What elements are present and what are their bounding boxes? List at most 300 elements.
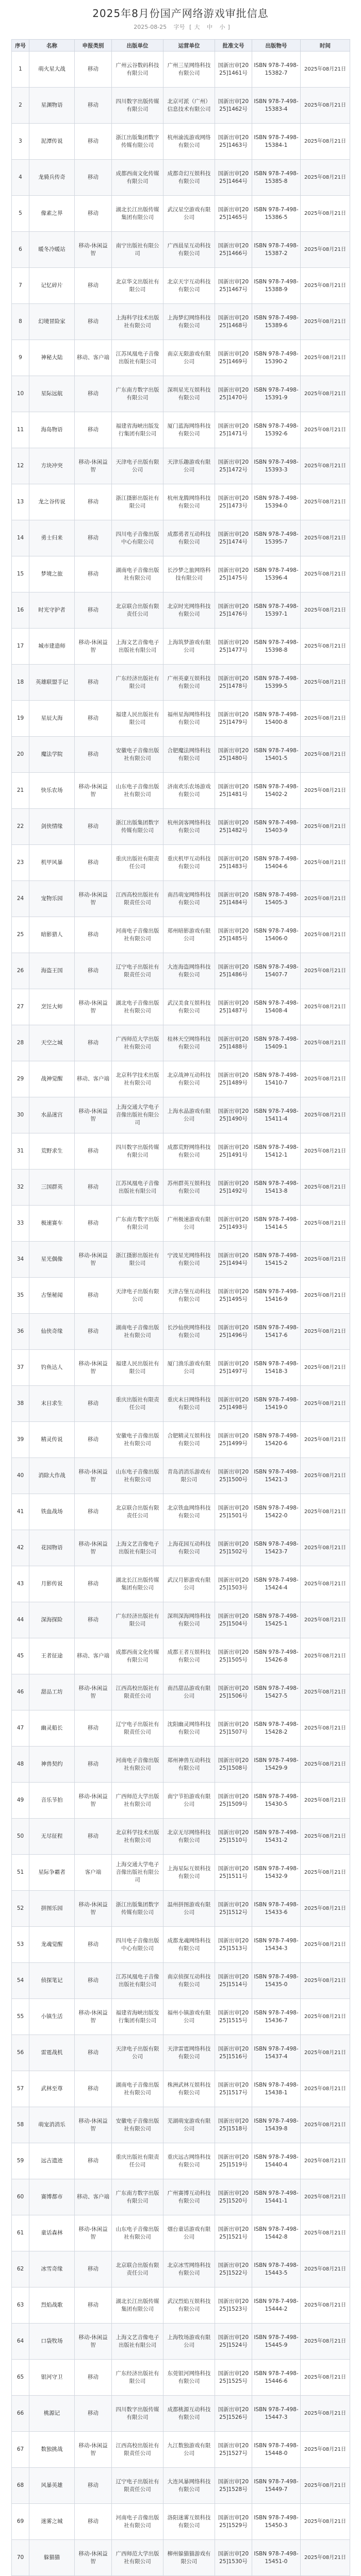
- row-index: 37: [12, 1350, 29, 1386]
- approval-number: 国新出审[2025]1505号: [215, 1638, 252, 1674]
- approval-date: 2025年08月21日: [301, 2432, 350, 2468]
- publisher: 河南电子音像出版社有限公司: [112, 917, 163, 953]
- approval-date: 2025年08月21日: [301, 1025, 350, 1061]
- isbn: ISBN 978-7-498-15420-6: [252, 1422, 301, 1458]
- isbn: ISBN 978-7-498-15410-7: [252, 1061, 301, 1097]
- row-index: 50: [12, 1819, 29, 1855]
- row-index: 11: [12, 412, 29, 448]
- isbn: ISBN 978-7-498-15439-8: [252, 2107, 301, 2143]
- operator: 沈阳幽灵网络科技有限公司: [163, 1710, 215, 1747]
- approval-date: 2025年08月21日: [301, 520, 350, 556]
- row-index: 65: [12, 2360, 29, 2396]
- text-size-large-button[interactable]: 大: [194, 24, 200, 30]
- isbn: ISBN 978-7-498-15406-0: [252, 917, 301, 953]
- approval-date: 2025年08月21日: [301, 484, 350, 520]
- category: 移动: [75, 2035, 112, 2071]
- game-name: 甜品工坊: [29, 1674, 75, 1710]
- row-index: 22: [12, 809, 29, 845]
- approval-number: 国新出审[2025]1463号: [215, 124, 252, 160]
- game-name: 花园物语: [29, 1530, 75, 1566]
- table-row: [12, 1133, 350, 1170]
- table-row: [12, 52, 350, 88]
- table-row: [12, 448, 350, 484]
- isbn: ISBN 978-7-498-15428-2: [252, 1710, 301, 1747]
- game-name: 快乐农场: [29, 773, 75, 809]
- table-row: [12, 412, 350, 448]
- operator: 武汉星空游戏有限公司: [163, 196, 215, 232]
- operator: 广州赛博互动科技有限公司: [163, 2179, 215, 2215]
- approval-date: 2025年08月21日: [301, 1458, 350, 1494]
- row-index: 67: [12, 2432, 29, 2468]
- publisher: 河南电子音像出版社有限公司: [112, 1747, 163, 1783]
- row-index: 14: [12, 520, 29, 556]
- game-name: 龙之谷传说: [29, 484, 75, 520]
- table-row: [12, 556, 350, 592]
- isbn: ISBN 978-7-498-15451-0: [252, 2540, 301, 2576]
- operator: 重庆机甲互动科技有限公司: [163, 845, 215, 881]
- table-row: [12, 1458, 350, 1494]
- publisher: 天津电子出版有限公司: [112, 1278, 163, 1314]
- approval-number: 国新出审[2025]1524号: [215, 2324, 252, 2360]
- publish-date: 2025-08-25: [134, 24, 167, 30]
- approval-number: 国新出审[2025]1519号: [215, 2143, 252, 2179]
- category: 移动: [75, 2287, 112, 2324]
- category: 移动-休闲益智: [75, 1783, 112, 1819]
- row-index: 5: [12, 196, 29, 232]
- approval-number: 国新出审[2025]1530号: [215, 2540, 252, 2576]
- approval-date: 2025年08月21日: [301, 1061, 350, 1097]
- approval-date: 2025年08月21日: [301, 556, 350, 592]
- row-index: 29: [12, 1061, 29, 1097]
- approval-number: 国新出审[2025]1485号: [215, 917, 252, 953]
- isbn: ISBN 978-7-498-15407-7: [252, 953, 301, 989]
- publisher: 湖北长江出版传媒集团有限公司: [112, 196, 163, 232]
- category: 移动: [75, 88, 112, 124]
- approval-number: 国新出审[2025]1488号: [215, 1025, 252, 1061]
- operator: 福州小镇游戏有限公司: [163, 1999, 215, 2035]
- approval-number: 国新出审[2025]1464号: [215, 160, 252, 196]
- table-row: [12, 845, 350, 881]
- operator: 天津乐趣游戏有限公司: [163, 448, 215, 484]
- approval-date: 2025年08月21日: [301, 881, 350, 917]
- row-index: 38: [12, 1386, 29, 1422]
- isbn: ISBN 978-7-498-15401-5: [252, 737, 301, 773]
- approval-date: 2025年08月21日: [301, 2143, 350, 2179]
- row-index: 23: [12, 845, 29, 881]
- isbn: ISBN 978-7-498-15437-4: [252, 2035, 301, 2071]
- operator: 上海牧场游戏有限公司: [163, 2324, 215, 2360]
- operator: 杭州龙腾网络科技有限公司: [163, 484, 215, 520]
- approval-number: 国新出审[2025]1507号: [215, 1710, 252, 1747]
- approval-date: 2025年08月21日: [301, 1602, 350, 1638]
- operator: 厦门蓝海网络科技有限公司: [163, 412, 215, 448]
- game-name: 无尽征程: [29, 1819, 75, 1855]
- approval-number: 国新出审[2025]1493号: [215, 1206, 252, 1242]
- table-row: [12, 1710, 350, 1747]
- row-index: 45: [12, 1638, 29, 1674]
- publisher: 湖南电子音像出版社有限公司: [112, 1314, 163, 1350]
- table-row: [12, 1819, 350, 1855]
- approval-date: 2025年08月21日: [301, 196, 350, 232]
- row-index: 26: [12, 953, 29, 989]
- approval-number: 国新出审[2025]1479号: [215, 701, 252, 737]
- operator: 南昌萌宠网络科技有限公司: [163, 881, 215, 917]
- text-size-medium-button[interactable]: 中: [206, 24, 212, 30]
- row-index: 64: [12, 2324, 29, 2360]
- operator: 成都勇者互动科技有限公司: [163, 520, 215, 556]
- category: 移动-休闲益智: [75, 2215, 112, 2251]
- publisher: 北京科学技术出版社有限公司: [112, 1061, 163, 1097]
- operator: 厦门渔乐游戏有限公司: [163, 1350, 215, 1386]
- operator: 北京铁血网络科技有限公司: [163, 1494, 215, 1530]
- table-row: [12, 1602, 350, 1638]
- publisher: 北京联合出版有限责任公司: [112, 1494, 163, 1530]
- isbn: ISBN 978-7-498-15402-2: [252, 773, 301, 809]
- approval-number: 国新出审[2025]1481号: [215, 773, 252, 809]
- table-row: [12, 2468, 350, 2504]
- game-name: 烈焰战歌: [29, 2287, 75, 2324]
- game-name: 魔法学院: [29, 737, 75, 773]
- approval-date: 2025年08月21日: [301, 2251, 350, 2287]
- text-size-small-button[interactable]: 小: [219, 24, 225, 30]
- approval-date: 2025年08月21日: [301, 1674, 350, 1710]
- operator: 广州极速游戏有限公司: [163, 1206, 215, 1242]
- approval-date: 2025年08月21日: [301, 2360, 350, 2396]
- isbn: ISBN 978-7-498-15443-5: [252, 2251, 301, 2287]
- category: 移动: [75, 304, 112, 340]
- operator: 郑州暗影游戏有限公司: [163, 917, 215, 953]
- approval-date: 2025年08月21日: [301, 2468, 350, 2504]
- approval-number: 国新出审[2025]1518号: [215, 2107, 252, 2143]
- operator: 青岛消消乐游戏有限公司: [163, 1458, 215, 1494]
- operator: 北京天宇互动科技有限公司: [163, 268, 215, 304]
- game-name: 海岛物语: [29, 412, 75, 448]
- category: 移动-休闲益智: [75, 1350, 112, 1386]
- table-row: [12, 196, 350, 232]
- approval-date: 2025年08月21日: [301, 953, 350, 989]
- row-index: 19: [12, 701, 29, 737]
- category: 移动: [75, 1566, 112, 1602]
- game-name: 水晶迷宫: [29, 1097, 75, 1133]
- operator: 深圳深海网络科技有限公司: [163, 1602, 215, 1638]
- approval-date: 2025年08月21日: [301, 160, 350, 196]
- row-index: 16: [12, 592, 29, 629]
- row-index: 46: [12, 1674, 29, 1710]
- row-index: 34: [12, 1242, 29, 1278]
- approval-number: 国新出审[2025]1478号: [215, 665, 252, 701]
- category: 移动: [75, 2360, 112, 2396]
- publisher: 福建人民出版社有限公司: [112, 701, 163, 737]
- row-index: 49: [12, 1783, 29, 1819]
- row-index: 13: [12, 484, 29, 520]
- approval-number: 国新出审[2025]1510号: [215, 1819, 252, 1855]
- category: 移动-休闲益智: [75, 232, 112, 268]
- isbn: ISBN 978-7-498-15395-7: [252, 520, 301, 556]
- category: 移动: [75, 1170, 112, 1206]
- category: 移动: [75, 52, 112, 88]
- row-index: 41: [12, 1494, 29, 1530]
- game-name: 像素之界: [29, 196, 75, 232]
- table-row: [12, 1097, 350, 1133]
- publisher: 天津电子出版有限公司: [112, 448, 163, 484]
- game-name: 仙侠奇缘: [29, 1314, 75, 1350]
- publisher: 江西高校出版社有限责任公司: [112, 1674, 163, 1710]
- publisher: 广州云谷数码科技有限公司: [112, 52, 163, 88]
- row-index: 21: [12, 773, 29, 809]
- publisher: 安徽电子音像出版社有限公司: [112, 1422, 163, 1458]
- table-body: [12, 52, 350, 2576]
- approval-date: 2025年08月21日: [301, 1747, 350, 1783]
- operator: 九江数独游戏有限公司: [163, 2432, 215, 2468]
- table-row: [12, 2324, 350, 2360]
- approval-number: 国新出审[2025]1508号: [215, 1747, 252, 1783]
- category: 移动: [75, 1422, 112, 1458]
- row-index: 69: [12, 2504, 29, 2540]
- table-row: [12, 2035, 350, 2071]
- isbn: ISBN 978-7-498-15432-9: [252, 1855, 301, 1891]
- category: 移动-休闲益智: [75, 2324, 112, 2360]
- publisher: 上海交通大学电子音像出版社有限公司: [112, 1855, 163, 1891]
- category: 移动: [75, 2468, 112, 2504]
- row-index: 43: [12, 1566, 29, 1602]
- table-row: [12, 160, 350, 196]
- category: 移动: [75, 1927, 112, 1963]
- table-row: [12, 1927, 350, 1963]
- operator: 深圳星光互娱科技有限公司: [163, 376, 215, 412]
- approval-date: 2025年08月21日: [301, 88, 350, 124]
- publisher: 上海交通大学电子音像出版社有限公司: [112, 1097, 163, 1133]
- table-row: [12, 1422, 350, 1458]
- operator: 长沙仙侠网络科技有限公司: [163, 1314, 215, 1350]
- approval-number: 国新出审[2025]1527号: [215, 2432, 252, 2468]
- table-row: [12, 1530, 350, 1566]
- operator: 北京时光网络科技有限公司: [163, 592, 215, 629]
- publisher: 广东经济出版社有限公司: [112, 2360, 163, 2396]
- approval-date: 2025年08月21日: [301, 2504, 350, 2540]
- row-index: 53: [12, 1927, 29, 1963]
- publisher: 辽宁电子出版社有限责任公司: [112, 953, 163, 989]
- table-row: [12, 1674, 350, 1710]
- game-name: 三国群英: [29, 1170, 75, 1206]
- category: 移动: [75, 376, 112, 412]
- approval-number: 国新出审[2025]1469号: [215, 340, 252, 376]
- game-name: 星渊物语: [29, 88, 75, 124]
- approval-number: 国新出审[2025]1472号: [215, 448, 252, 484]
- category: 移动: [75, 1314, 112, 1350]
- publisher: 山东电子音像出版社有限公司: [112, 2215, 163, 2251]
- isbn: ISBN 978-7-498-15440-4: [252, 2143, 301, 2179]
- publisher: 上海文艺音像电子出版社有限公司: [112, 2324, 163, 2360]
- approval-number: 国新出审[2025]1501号: [215, 1494, 252, 1530]
- approval-table: [11, 39, 350, 2576]
- category: 移动、客户端: [75, 2179, 112, 2215]
- isbn: ISBN 978-7-498-15386-5: [252, 196, 301, 232]
- approval-date: 2025年08月21日: [301, 448, 350, 484]
- game-name: 童话森林: [29, 2215, 75, 2251]
- approval-number: 国新出审[2025]1462号: [215, 88, 252, 124]
- publisher: 安徽电子音像出版社有限公司: [112, 737, 163, 773]
- table-row: [12, 2396, 350, 2432]
- operator: 北京可派（广州）信息技术有限公司: [163, 88, 215, 124]
- approval-number: 国新出审[2025]1498号: [215, 1386, 252, 1422]
- operator: 杭州剑客网络科技有限公司: [163, 809, 215, 845]
- publisher: 湖北长江出版传媒集团有限公司: [112, 1566, 163, 1602]
- game-name: 剑侠情缘: [29, 809, 75, 845]
- publisher: 重庆出版社有限责任公司: [112, 845, 163, 881]
- publisher: 江苏凤凰电子音像出版社有限公司: [112, 1170, 163, 1206]
- isbn: ISBN 978-7-498-15382-7: [252, 52, 301, 88]
- row-index: 8: [12, 304, 29, 340]
- publisher: 重庆出版社有限责任公司: [112, 1386, 163, 1422]
- row-index: 68: [12, 2468, 29, 2504]
- approval-number: 国新出审[2025]1467号: [215, 268, 252, 304]
- row-index: 24: [12, 881, 29, 917]
- category: 移动: [75, 412, 112, 448]
- category: 移动-休闲益智: [75, 1097, 112, 1133]
- operator: 福州星海网络科技有限公司: [163, 701, 215, 737]
- operator: 合肥精灵互娱科技有限公司: [163, 1422, 215, 1458]
- isbn: ISBN 978-7-498-15416-9: [252, 1278, 301, 1314]
- approval-date: 2025年08月21日: [301, 1891, 350, 1927]
- category: 移动: [75, 845, 112, 881]
- operator: 天津雷霆网络科技有限公司: [163, 2035, 215, 2071]
- publisher: 四川数字出版传媒有限公司: [112, 88, 163, 124]
- approval-number: 国新出审[2025]1503号: [215, 1566, 252, 1602]
- approval-date: 2025年08月21日: [301, 232, 350, 268]
- isbn: ISBN 978-7-498-15436-7: [252, 1999, 301, 2035]
- category: 移动: [75, 1602, 112, 1638]
- approval-date: 2025年08月21日: [301, 340, 350, 376]
- operator: 苏州群英互娱科技有限公司: [163, 1170, 215, 1206]
- publisher: 湖北长江出版传媒集团有限公司: [112, 2287, 163, 2324]
- category: 移动-休闲益智: [75, 448, 112, 484]
- isbn: ISBN 978-7-498-15449-7: [252, 2468, 301, 2504]
- row-index: 54: [12, 1963, 29, 1999]
- row-index: 33: [12, 1206, 29, 1242]
- isbn: ISBN 978-7-498-15419-0: [252, 1386, 301, 1422]
- operator: 株洲武林互娱科技有限公司: [163, 2071, 215, 2107]
- isbn: ISBN 978-7-498-15425-1: [252, 1602, 301, 1638]
- approval-date: 2025年08月21日: [301, 1927, 350, 1963]
- isbn: ISBN 978-7-498-15441-1: [252, 2179, 301, 2215]
- operator: 北京战神互动科技有限公司: [163, 1061, 215, 1097]
- approval-number: 国新出审[2025]1515号: [215, 1999, 252, 2035]
- approval-date: 2025年08月21日: [301, 1566, 350, 1602]
- game-name: 数独挑战: [29, 2432, 75, 2468]
- isbn: ISBN 978-7-498-15444-2: [252, 2287, 301, 2324]
- game-name: 银河守卫: [29, 2360, 75, 2396]
- publisher: 福建省海峡出版发行集团有限公司: [112, 412, 163, 448]
- row-index: 70: [12, 2540, 29, 2576]
- publisher: 福建人民出版社有限公司: [112, 1350, 163, 1386]
- operator: 烟台童话游戏有限公司: [163, 2215, 215, 2251]
- row-index: 63: [12, 2287, 29, 2324]
- game-name: 钓鱼达人: [29, 1350, 75, 1386]
- row-index: 25: [12, 917, 29, 953]
- approval-date: 2025年08月21日: [301, 845, 350, 881]
- table-row: [12, 701, 350, 737]
- approval-number: 国新出审[2025]1491号: [215, 1133, 252, 1170]
- operator: 上海花园互动科技有限公司: [163, 1530, 215, 1566]
- approval-date: 2025年08月21日: [301, 2035, 350, 2071]
- approval-date: 2025年08月21日: [301, 2179, 350, 2215]
- isbn: ISBN 978-7-498-15391-9: [252, 376, 301, 412]
- approval-number: 国新出审[2025]1476号: [215, 592, 252, 629]
- operator: 大连海盗网络科技有限公司: [163, 953, 215, 989]
- approval-number: 国新出审[2025]1487号: [215, 989, 252, 1025]
- category: 移动: [75, 737, 112, 773]
- approval-number: 国新出审[2025]1468号: [215, 304, 252, 340]
- approval-number: 国新出审[2025]1504号: [215, 1602, 252, 1638]
- table-row: [12, 592, 350, 629]
- article-meta: 2025-08-25 字号 [ 大 中 小 ]: [134, 24, 230, 30]
- game-name: 梦境之旅: [29, 556, 75, 592]
- table-row: [12, 1747, 350, 1783]
- table-row: [12, 2287, 350, 2324]
- publisher: 北京华文出版社有限公司: [112, 268, 163, 304]
- table-row: [12, 232, 350, 268]
- operator: 桂林天空网络科技有限公司: [163, 1025, 215, 1061]
- table-row: [12, 376, 350, 412]
- approval-date: 2025年08月21日: [301, 52, 350, 88]
- row-index: 18: [12, 665, 29, 701]
- row-index: 28: [12, 1025, 29, 1061]
- approval-number: 国新出审[2025]1529号: [215, 2504, 252, 2540]
- category: 移动-休闲益智: [75, 629, 112, 665]
- approval-number: 国新出审[2025]1471号: [215, 412, 252, 448]
- approval-date: 2025年08月21日: [301, 2396, 350, 2432]
- table-row: [12, 2143, 350, 2179]
- isbn: ISBN 978-7-498-15422-0: [252, 1494, 301, 1530]
- approval-date: 2025年08月21日: [301, 124, 350, 160]
- isbn: ISBN 978-7-498-15384-1: [252, 124, 301, 160]
- publisher: 广东南方数字出版有限公司: [112, 376, 163, 412]
- header-index: 序号: [12, 40, 29, 52]
- game-name: 古堡秘闻: [29, 1278, 75, 1314]
- approval-number: 国新出审[2025]1473号: [215, 484, 252, 520]
- operator: 上海筑梦游戏有限公司: [163, 629, 215, 665]
- text-size-label: 字号: [173, 24, 185, 30]
- operator: 武汉月影游戏有限公司: [163, 1566, 215, 1602]
- category: 移动: [75, 2251, 112, 2287]
- category: 移动-休闲益智: [75, 1242, 112, 1278]
- row-index: 27: [12, 989, 29, 1025]
- row-index: 36: [12, 1314, 29, 1350]
- operator: 南宁节拍游戏有限公司: [163, 1783, 215, 1819]
- row-index: 42: [12, 1530, 29, 1566]
- row-index: 59: [12, 2143, 29, 2179]
- isbn: ISBN 978-7-498-15430-5: [252, 1783, 301, 1819]
- publisher: 浙江出版集团数字传媒有限公司: [112, 809, 163, 845]
- isbn: ISBN 978-7-498-15388-9: [252, 268, 301, 304]
- approval-date: 2025年08月21日: [301, 268, 350, 304]
- approval-number: 国新出审[2025]1477号: [215, 629, 252, 665]
- isbn: ISBN 978-7-498-15448-0: [252, 2432, 301, 2468]
- publisher: 江苏凤凰电子音像出版社有限公司: [112, 340, 163, 376]
- isbn: ISBN 978-7-498-15445-9: [252, 2324, 301, 2360]
- approval-number: 国新出审[2025]1511号: [215, 1855, 252, 1891]
- operator: 上海星际互娱科技有限公司: [163, 1855, 215, 1891]
- isbn: ISBN 978-7-498-15413-8: [252, 1170, 301, 1206]
- operator: 南京侦探互动科技有限公司: [163, 1963, 215, 1999]
- game-name: 消除大作战: [29, 1458, 75, 1494]
- table-row: [12, 1999, 350, 2035]
- game-name: 暗影猎人: [29, 917, 75, 953]
- category: 移动-休闲益智: [75, 1458, 112, 1494]
- table-row: [12, 1314, 350, 1350]
- isbn: ISBN 978-7-498-15387-2: [252, 232, 301, 268]
- table-row: [12, 1855, 350, 1891]
